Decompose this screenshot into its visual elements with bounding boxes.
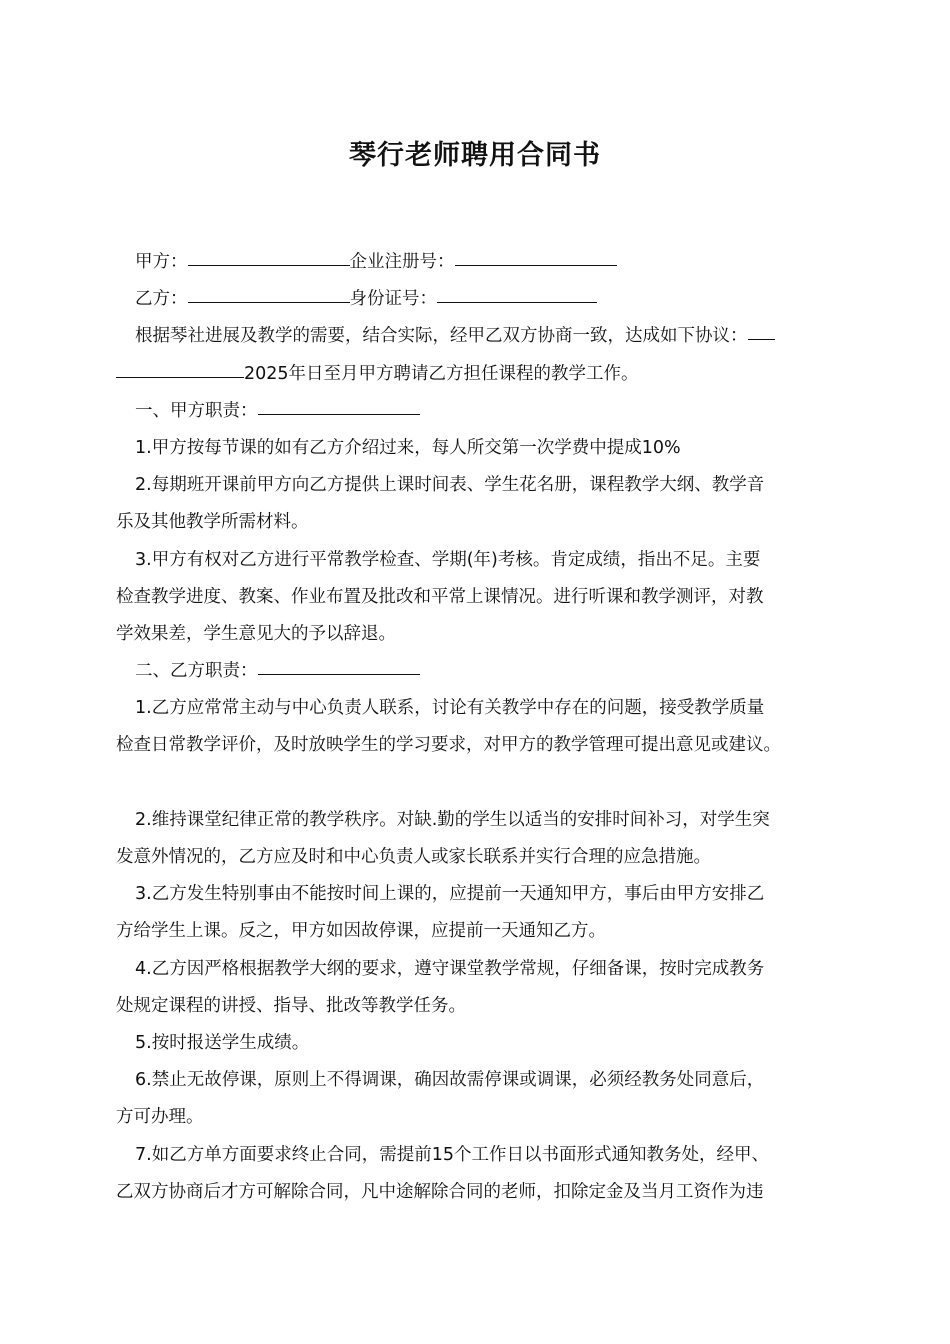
party-b-label: 乙方： (135, 289, 188, 310)
id-no-blank (437, 284, 597, 303)
clause-b4-line-2: 处规定课程的讲授、指导、批改等教学任务。 (116, 995, 466, 1016)
clause-b7-line-1: 7.如乙方单方面要求终止合同，需提前15个工作日以书面形式通知教务处，经甲、 (135, 1144, 769, 1165)
party-a-label: 甲方： (135, 252, 188, 272)
intro-blank-1 (748, 321, 775, 340)
clause-a1: 1.甲方按每节课的如有乙方介绍过来，每人所交第一次学费中提成10% (135, 437, 681, 458)
reg-no-blank (455, 247, 617, 266)
section-a-title: 一、甲方职责： (135, 400, 258, 421)
party-a-blank (188, 247, 350, 266)
clause-a2-line-1: 2.每期班开课前甲方向乙方提供上课时间表、学生花名册，课程教学大纲、教学音 (135, 475, 765, 496)
document-title: 琴行老师聘用合同书 (349, 140, 601, 171)
section-b-heading (116, 653, 851, 690)
clause-b6-line-2: 方可办理。 (116, 1107, 204, 1128)
clause-a3-line-3: 学效果差，学生意见大的予以辞退。 (116, 623, 396, 644)
party-a-line (116, 244, 851, 281)
clause-a3-line-1: 3.甲方有权对乙方进行平常教学检查、学期(年)考核。肯定成绩，指出不足。主要 (135, 549, 761, 570)
paragraph-gap (116, 765, 851, 802)
clause-a3-line-2: 检查教学进度、教案、作业布置及批改和平常上课情况。进行听课和教学测评，对教 (116, 586, 764, 607)
party-b-line (116, 281, 851, 318)
clause-b3-line-1: 3.乙方发生特别事由不能按时间上课的，应提前一天通知甲方，事后由甲方安排乙 (135, 884, 765, 905)
intro-text-2: 2025年日至月甲方聘请乙方担任课程的教学工作。 (244, 363, 639, 384)
clause-b2-line-2: 发意外情况的，乙方应及时和中心负责人或家长联系并实行合理的应急措施。 (116, 847, 711, 867)
reg-no-label: 企业注册号： (349, 252, 455, 272)
clause-b7-line-2: 乙双方协商后才方可解除合同，凡中途解除合同的老师，扣除定金及当月工资作为违 (116, 1181, 764, 1202)
clause-b4-line-1: 4.乙方因严格根据教学大纲的要求，遵守课堂教学常规，仔细备课，按时完成教务 (135, 958, 765, 979)
id-no-label: 身份证号： (349, 289, 437, 310)
section-a-heading (116, 393, 851, 430)
section-b-title: 二、乙方职责： (135, 661, 258, 682)
clause-b6-line-1: 6.禁止无故停课，原则上不得调课，确因故需停课或调课，必须经教务处同意后， (135, 1070, 765, 1091)
section-b-blank (258, 656, 420, 675)
clause-b2-line-1: 2.维持课堂纪律正常的教学秩序。对缺.勤的学生以适当的安排时间补习，对学生突 (135, 809, 770, 830)
clause-a2-line-2: 乐及其他教学所需材料。 (116, 512, 309, 533)
section-a-blank (258, 395, 420, 414)
clause-b1-line-2: 检查日常教学评价，及时放映学生的学习要求，对甲方的教学管理可提出意见或建议。 (116, 735, 781, 756)
intro-text-1: 根据琴社进展及教学的需要，结合实际，经甲乙双方协商一致，达成如下协议： (135, 326, 748, 347)
party-b-blank (188, 284, 350, 303)
clause-b1-line-1: 1.乙方应常常主动与中心负责人联系，讨论有关教学中存在的问题，接受教学质量 (135, 698, 765, 719)
intro-blank-2 (116, 358, 244, 377)
clause-b5: 5.按时报送学生成绩。 (135, 1032, 310, 1053)
document-body (116, 244, 851, 1211)
clause-b3-line-2: 方给学生上课。反之，甲方如因故停课，应提前一天通知乙方。 (116, 921, 606, 942)
intro-line-1 (116, 318, 851, 355)
intro-line-2 (116, 356, 851, 393)
